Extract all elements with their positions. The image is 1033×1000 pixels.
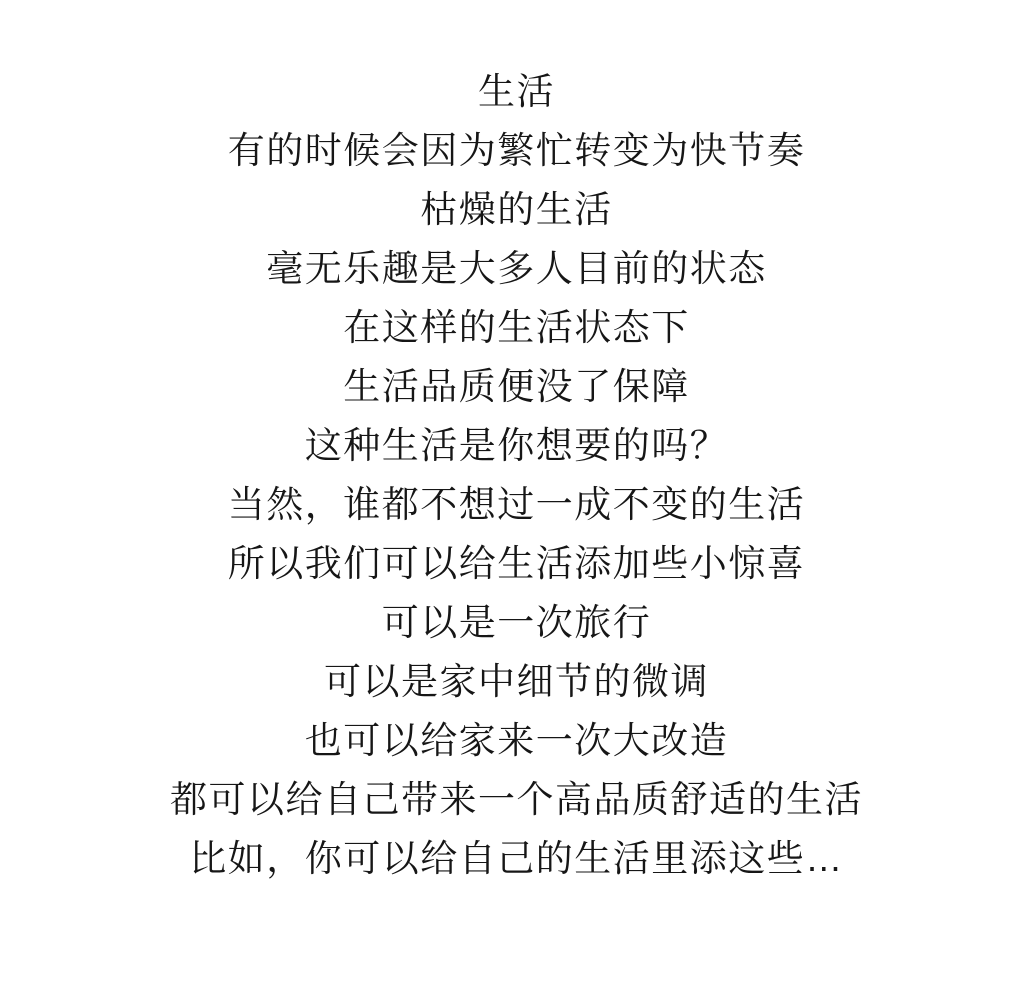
poem-line: 可以是一次旅行 bbox=[381, 602, 652, 643]
poem-line: 都可以给自己带来一个高品质舒适的生活 bbox=[170, 779, 863, 820]
poem-line: 这种生活是你想要的吗？ bbox=[304, 425, 729, 466]
poem-line: 有的时候会因为繁忙转变为快节奏 bbox=[227, 130, 806, 171]
poem-line: 枯燥的生活 bbox=[420, 189, 613, 230]
poem-line: 在这样的生活状态下 bbox=[343, 307, 690, 348]
poem-line: 比如，你可以给自己的生活里添这些… bbox=[189, 838, 844, 879]
poem-line: 所以我们可以给生活添加些小惊喜 bbox=[227, 543, 806, 584]
poem-text-block bbox=[0, 62, 1033, 888]
poem-line: 当然，谁都不想过一成不变的生活 bbox=[227, 484, 806, 525]
poem-line: 生活 bbox=[478, 71, 555, 112]
poem-line: 也可以给家来一次大改造 bbox=[304, 720, 729, 761]
poem-line: 毫无乐趣是大多人目前的状态 bbox=[266, 248, 767, 289]
poem-line: 生活品质便没了保障 bbox=[343, 366, 690, 407]
poem-line: 可以是家中细节的微调 bbox=[324, 661, 709, 702]
